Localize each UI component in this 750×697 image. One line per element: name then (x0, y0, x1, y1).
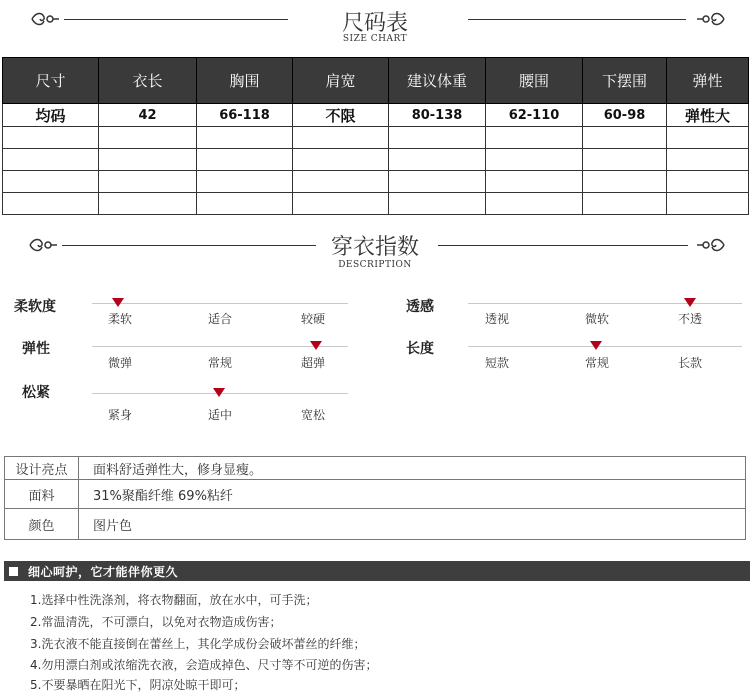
tightness-option: 宽松 (300, 408, 326, 422)
table-cell: 62-110 (486, 104, 583, 127)
elasticity-option: 微弹 (107, 356, 133, 370)
description-subtitle: DESCRIPTION (338, 260, 412, 270)
table-cell: 均码 (3, 104, 99, 127)
table-row (3, 104, 749, 127)
transparency-option: 不透 (677, 312, 703, 326)
tightness-label: 松紧 (22, 385, 50, 401)
info-key: 设计亮点 (5, 457, 79, 480)
elasticity-label: 弹性 (22, 341, 50, 357)
description-header (0, 228, 750, 274)
info-value: 31%聚酯纤维 69%粘纤 (79, 480, 746, 509)
elasticity-option: 常规 (207, 356, 233, 370)
column-header: 腰围 (486, 58, 583, 104)
table-row-empty (3, 127, 749, 149)
transparency-label: 透感 (406, 299, 434, 315)
table-cell: 66-118 (197, 104, 293, 127)
description-title: 穿衣指数 (330, 235, 419, 260)
softness-option: 较硬 (300, 312, 326, 326)
info-value: 图片色 (79, 509, 746, 540)
care-section-bar (4, 561, 750, 581)
column-header: 衣长 (99, 58, 197, 104)
transparency-track (468, 303, 742, 304)
square-bullet-icon (9, 567, 18, 576)
elasticity-marker-icon (310, 341, 322, 350)
care-section-title: 细心呵护，它才能伴你更久 (28, 565, 179, 579)
length-marker-icon (590, 341, 602, 350)
table-cell: 弹性大 (667, 104, 749, 127)
column-header: 下摆围 (583, 58, 667, 104)
info-row-highlight (5, 457, 746, 480)
care-instruction: 4.勿用漂白剂或浓缩洗衣液，会造成掉色、尺寸等不可逆的伤害； (30, 658, 378, 672)
column-header: 胸围 (197, 58, 293, 104)
elasticity-option: 超弹 (300, 356, 326, 370)
info-row-color (5, 509, 746, 540)
table-row-empty (3, 149, 749, 171)
size-table-header (3, 58, 749, 104)
table-cell: 60-98 (583, 104, 667, 127)
table-cell: 不限 (293, 104, 389, 127)
size-chart-subtitle: SIZE CHART (342, 34, 408, 44)
info-row-fabric (5, 480, 746, 509)
care-instruction: 5.不要暴晒在阳光下，阴凉处晾干即可； (30, 678, 246, 692)
transparency-marker-icon (684, 298, 696, 307)
column-header: 建议体重 (389, 58, 486, 104)
softness-label: 柔软度 (14, 299, 56, 315)
care-instruction: 2.常温清洗，不可漂白，以免对衣物造成伤害； (30, 615, 282, 629)
table-row-empty (3, 171, 749, 193)
transparency-option: 微软 (584, 312, 610, 326)
length-label: 长度 (406, 341, 434, 357)
info-key: 面料 (5, 480, 79, 509)
table-cell: 42 (99, 104, 197, 127)
length-option: 长款 (677, 356, 703, 370)
column-header: 肩宽 (293, 58, 389, 104)
size-chart-title: 尺码表 (341, 11, 408, 36)
product-info-table (4, 456, 746, 540)
size-chart-header (0, 0, 750, 50)
softness-option: 柔软 (107, 312, 133, 326)
info-value: 面料舒适弹性大，修身显瘦。 (79, 457, 746, 480)
length-option: 常规 (584, 356, 610, 370)
length-option: 短款 (484, 356, 510, 370)
table-cell: 80-138 (389, 104, 486, 127)
info-key: 颜色 (5, 509, 79, 540)
column-header: 尺寸 (3, 58, 99, 104)
softness-option: 适合 (207, 312, 233, 326)
softness-marker-icon (112, 298, 124, 307)
length-track (468, 346, 742, 347)
tightness-option: 紧身 (107, 408, 133, 422)
column-header: 弹性 (667, 58, 749, 104)
care-instruction: 1.选择中性洗涤剂，将衣物翻面，放在水中，可手洗； (30, 593, 318, 607)
tightness-marker-icon (213, 388, 225, 397)
size-table (2, 57, 749, 215)
transparency-option: 透视 (484, 312, 510, 326)
softness-track (92, 303, 348, 304)
table-row-empty (3, 193, 749, 215)
tightness-option: 适中 (207, 408, 233, 422)
care-instruction: 3.洗衣液不能直接倒在蕾丝上，其化学成份会破坏蕾丝的纤维； (30, 637, 366, 651)
